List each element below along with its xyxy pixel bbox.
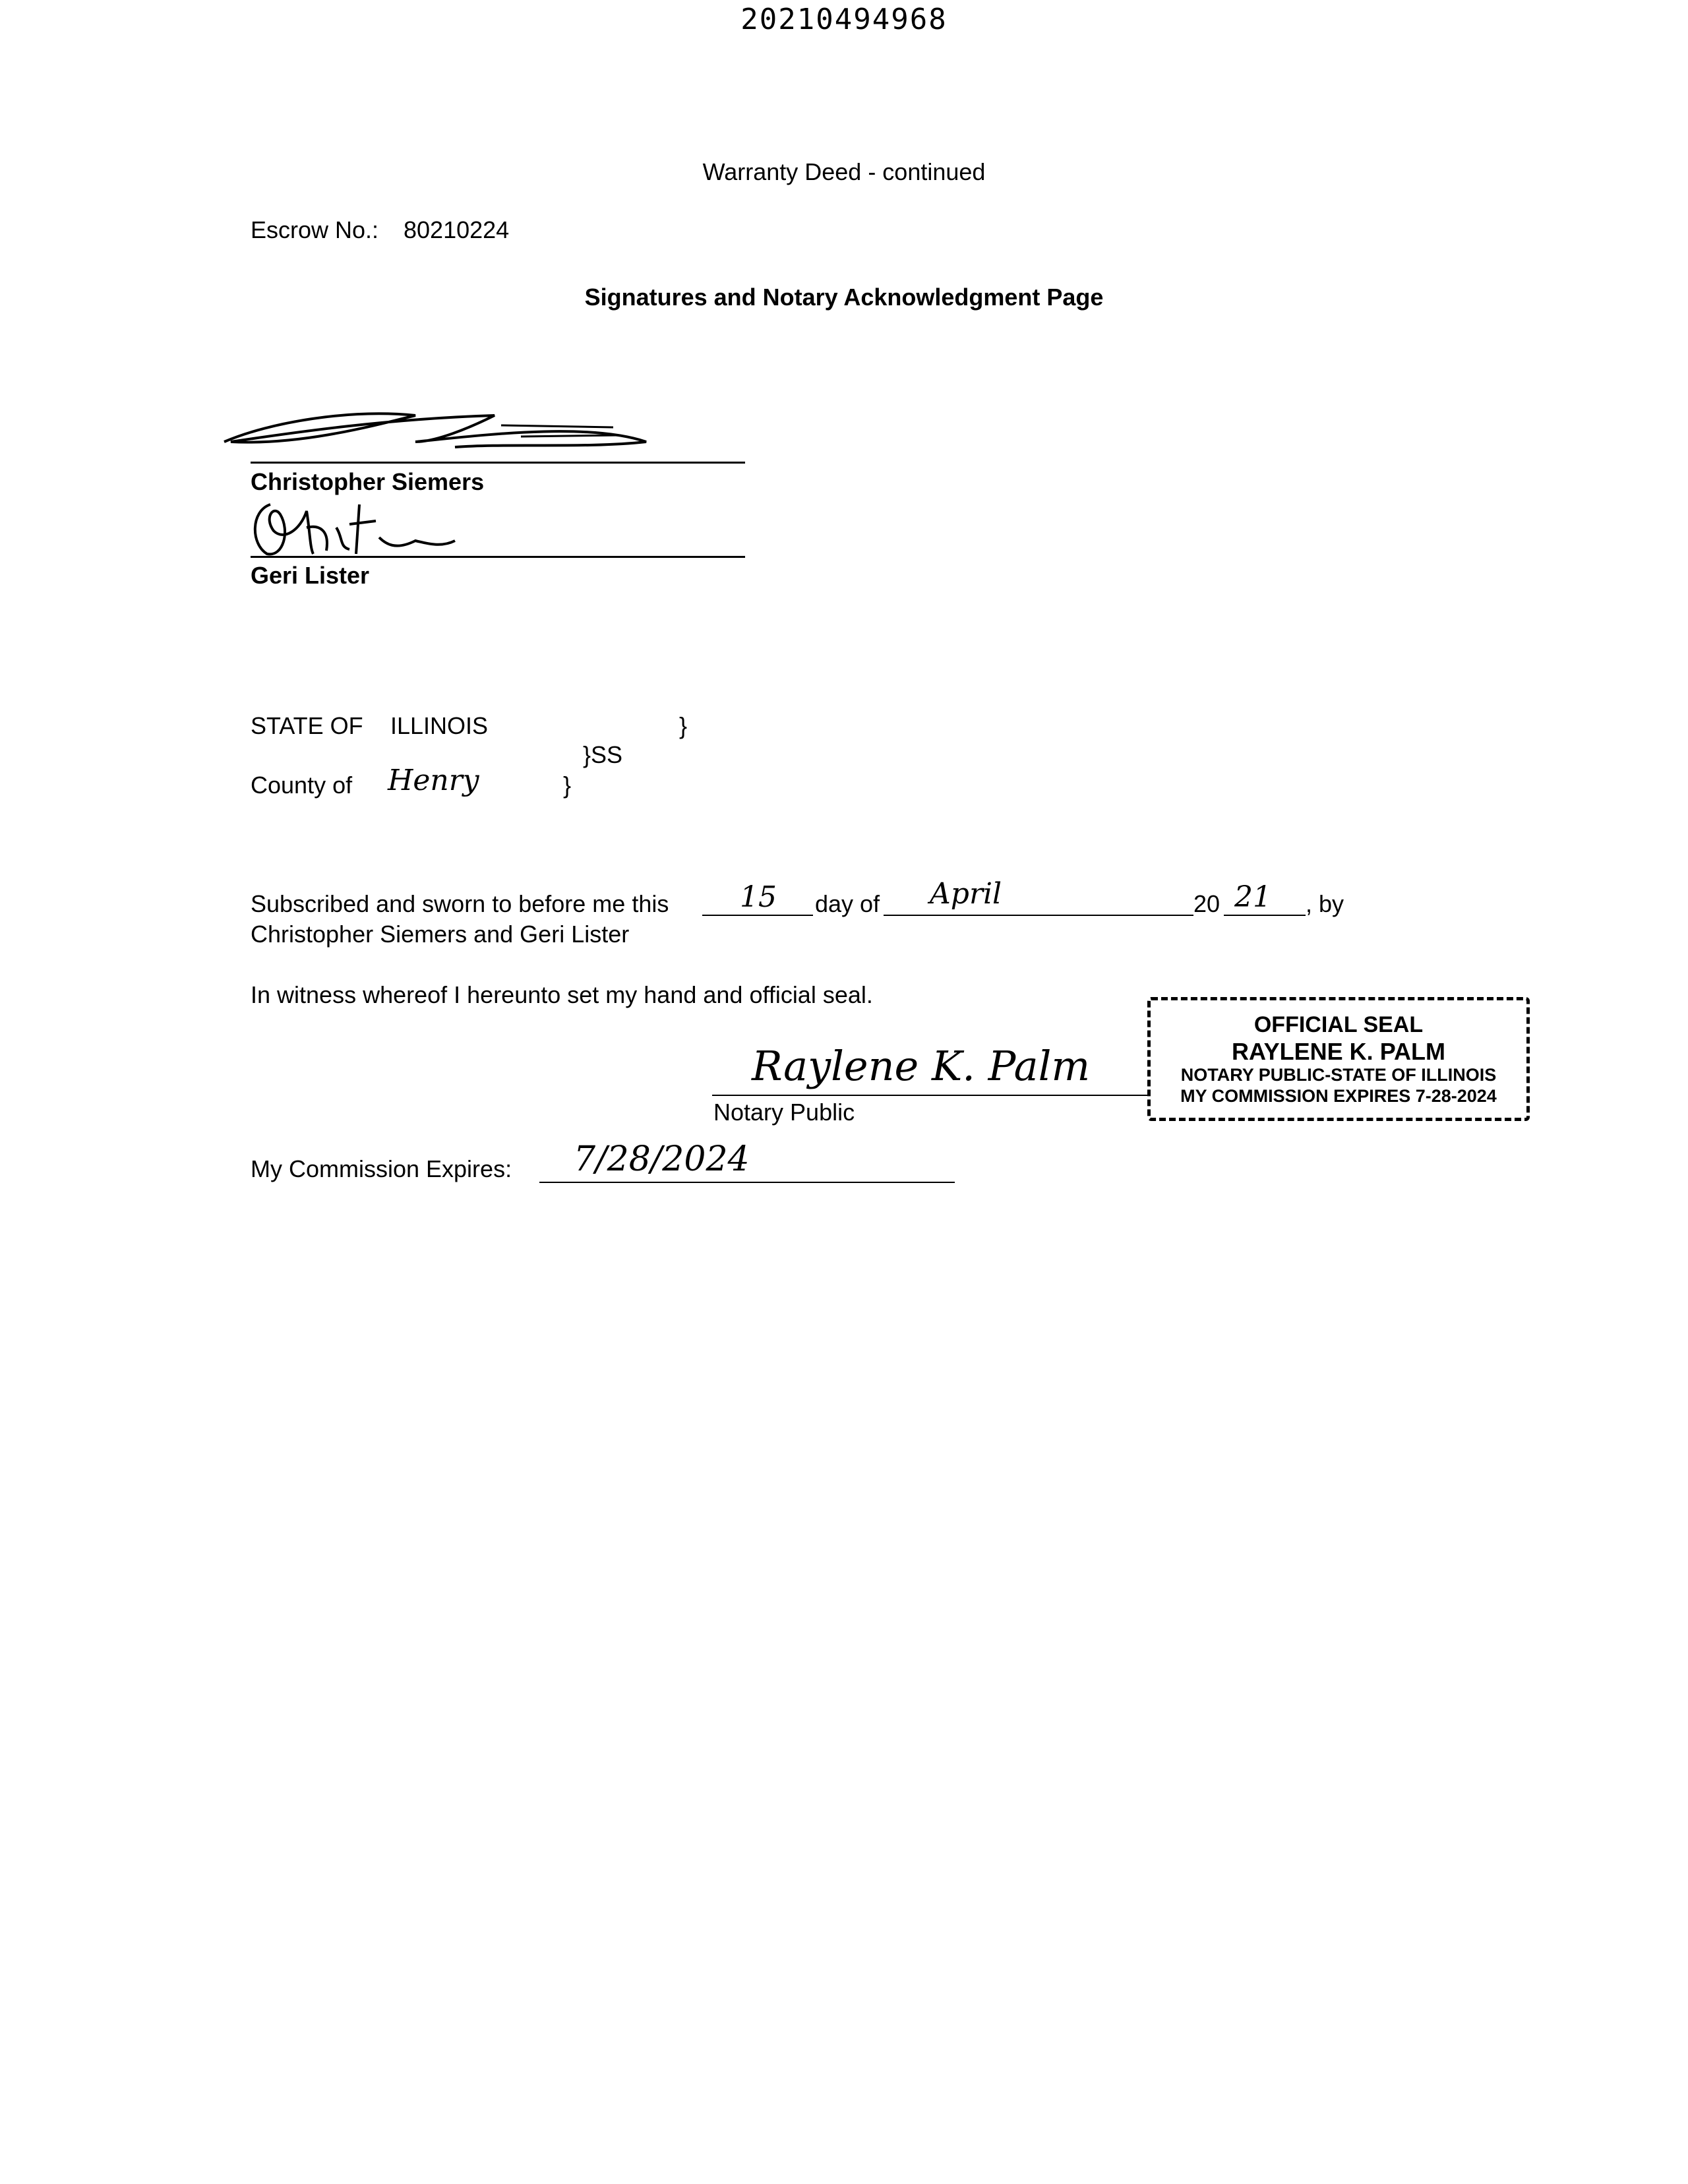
jurat-year-suffix: 21 (1234, 880, 1271, 914)
jurat-day: 15 (740, 880, 777, 914)
notary-signature-line (712, 1095, 1147, 1096)
jurat-by: , by (1306, 890, 1344, 917)
jurat-day-of: day of (815, 890, 880, 917)
notary-signature: Raylene K. Palm (752, 1042, 1091, 1090)
state-label: STATE OF (251, 712, 363, 739)
witness-statement: In witness whereof I hereunto set my hand and official seal. (251, 981, 873, 1008)
commission-label: My Commission Expires: (251, 1155, 512, 1182)
commission-date: 7/28/2024 (574, 1139, 750, 1179)
signer-name-1: Christopher Siemers (251, 468, 485, 495)
signature-line-2 (251, 556, 745, 558)
escrow-label: Escrow No.: (251, 216, 379, 243)
jurat-names: Christopher Siemers and Geri Lister (251, 921, 630, 948)
escrow-number: 80210224 (404, 216, 510, 243)
signature-geri-lister (244, 491, 468, 570)
signer-name-2: Geri Lister (251, 562, 370, 589)
state-value: ILLINOIS (390, 712, 489, 739)
venue-brace-2: } (563, 772, 572, 799)
page-title: Signatures and Notary Acknowledgment Page (584, 284, 1104, 311)
jurat-month: April (930, 877, 1002, 911)
venue-ss: }SS (583, 741, 623, 768)
signature-christopher-siemers (218, 396, 666, 455)
jurat-year-prefix: 20 (1193, 890, 1221, 917)
official-seal-stamp: OFFICIAL SEAL RAYLENE K. PALM NOTARY PUBLIC-STATE OF ILLINOIS MY COMMISSION EXPIRES 7-28-2024 (1147, 997, 1530, 1121)
notary-public-label: Notary Public (713, 1099, 855, 1126)
county-value: Henry (388, 764, 479, 797)
document-number: 20210494968 (740, 3, 948, 36)
commission-blank (539, 1182, 955, 1183)
month-blank (884, 915, 1193, 916)
document-header: Warranty Deed - continued (702, 158, 986, 185)
county-label: County of (251, 772, 353, 799)
day-blank (702, 915, 813, 916)
venue-brace-1: } (679, 712, 688, 739)
year-blank (1224, 915, 1306, 916)
jurat-prefix: Subscribed and sworn to before me this (251, 890, 669, 917)
signature-line-1 (251, 462, 745, 464)
